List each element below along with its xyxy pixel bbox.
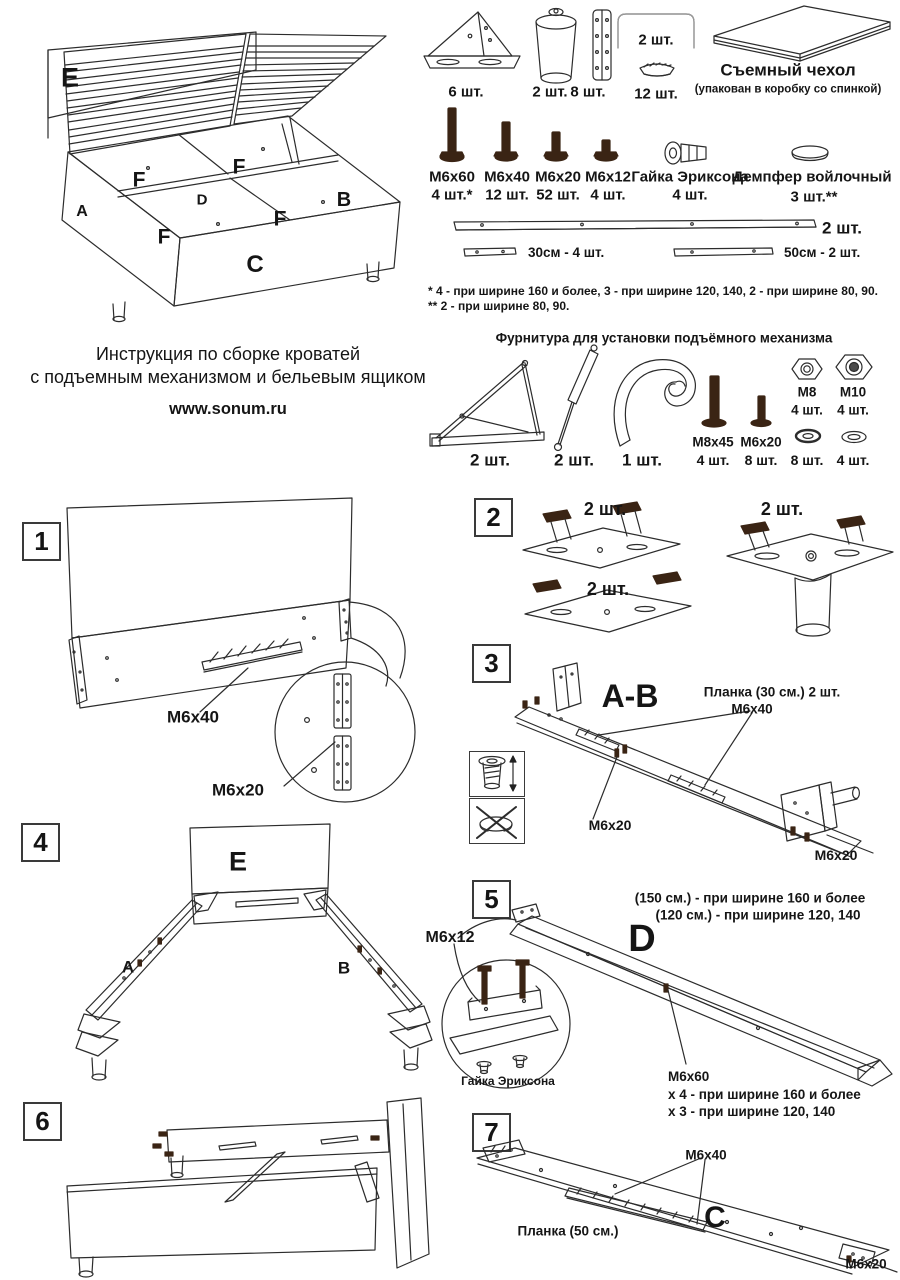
step3-m6x20-left-label: M6x20 — [588, 817, 632, 833]
felt-damper-qty: 3 шт.** — [790, 188, 838, 206]
overview-label-front-panel: C — [246, 251, 264, 278]
bolt-m8x45-icon — [696, 372, 732, 430]
leg-qty: 2 шт. — [532, 83, 568, 101]
step5-x3-note: х 3 - при ширине 120, 140 — [668, 1104, 836, 1119]
strap-qty: 1 шт. — [622, 450, 662, 470]
erickson-nut-label: Гайка Эриксона — [631, 168, 749, 186]
washer-4-qty: 4 шт. — [836, 452, 870, 468]
nut-m10-label: М10 — [839, 384, 867, 400]
felt-damper-label: Демпфер войлочный — [732, 168, 892, 186]
plank50-label: 50см - 2 шт. — [784, 245, 861, 260]
step5-x4-note: х 4 - при ширине 160 и более — [668, 1087, 861, 1102]
bolt-m6x20-icon — [744, 392, 778, 430]
step6-drawing — [55, 1096, 447, 1280]
do-not-hint-box — [469, 798, 525, 844]
step-4-badge — [21, 823, 60, 862]
screw-m6x40-icon — [486, 120, 526, 164]
corner-bracket-qty: 6 шт. — [448, 83, 484, 101]
step7-plank-label: Планка (50 см.) — [517, 1223, 619, 1239]
screw-m6x20-icon — [536, 130, 576, 164]
washer-8-icon — [794, 428, 822, 444]
step5-m6x60-label: M6x60 — [668, 1069, 710, 1084]
screw-m6x60-label: M6x60 — [429, 168, 475, 186]
erickson-nut-icon — [662, 140, 714, 166]
overview-label-bottom-panel-4: F — [273, 207, 287, 231]
lift-mechanism-icon — [428, 348, 550, 448]
plank30-icon — [462, 246, 520, 260]
screw-m6x20-label: M6x20 — [535, 168, 581, 186]
step3-plank-label: Планка (30 см.) 2 шт. — [703, 684, 841, 700]
step5-m6x12-label: M6x12 — [425, 929, 475, 946]
lift-mech-qty: 2 шт. — [470, 450, 510, 470]
step7-m6x20-label: M6x20 — [845, 1256, 887, 1272]
nut-m8-label: М8 — [797, 384, 817, 400]
step4-b-label: B — [337, 958, 351, 978]
step2-qty-1: 2 шт. — [583, 499, 627, 519]
screw-m6x12-icon — [586, 138, 626, 164]
screw-m6x40-qty: 12 шт. — [485, 186, 529, 204]
step5-d-label: D — [628, 918, 656, 960]
step2-drawing — [495, 492, 900, 654]
step3-drawing — [465, 643, 900, 880]
step5-width120-note: (120 см.) - при ширине 120, 140 — [655, 907, 861, 923]
step4-drawing — [58, 818, 453, 1090]
step-1-number: 1 — [34, 526, 49, 556]
step7-m6x40-label: M6x40 — [685, 1147, 727, 1163]
overview-label-side-left: A — [76, 203, 88, 220]
step-7-number: 7 — [484, 1117, 499, 1147]
step3-ab-label: А-В — [601, 678, 659, 714]
overview-label-bottom-panel-3: F — [157, 225, 171, 249]
overview-label-bottom-panel-1: F — [132, 168, 146, 192]
overview-label-divider: D — [196, 191, 208, 209]
step-6-number: 6 — [35, 1106, 50, 1136]
do-not-hint-icon — [470, 799, 524, 843]
step5-erickson-nut-label: Гайка Эриксона — [461, 1074, 555, 1088]
corner-bracket-icon — [424, 6, 524, 78]
screw-m6x20-qty: 52 шт. — [536, 186, 580, 204]
u-bracket-qty: 2 шт. — [638, 31, 674, 49]
step-2-number: 2 — [486, 502, 501, 532]
long-plank-icon — [452, 218, 820, 234]
website-url: www.sonum.ru — [169, 399, 287, 418]
step4-a-label: A — [121, 957, 135, 977]
step1-drawing — [52, 490, 452, 815]
step7-drawing — [465, 1128, 900, 1280]
slat-holder-qty: 12 шт. — [634, 85, 678, 103]
gas-strut-icon — [550, 342, 602, 454]
step7-c-label: C — [704, 1201, 726, 1234]
washer-4-icon — [840, 430, 868, 444]
step2-qty-2: 2 шт. — [760, 499, 804, 519]
cover-title: Съемный чехол — [720, 60, 856, 80]
doc-title-line2: с подъемным механизмом и бельевым ящиком — [30, 367, 426, 387]
step1-m6x20-label: M6x20 — [212, 780, 264, 800]
cover-icon — [708, 2, 896, 62]
step3-m6x40-label: M6x40 — [731, 701, 773, 717]
footnote-2: ** 2 - при ширине 80, 90. — [428, 299, 570, 313]
bolt-m8x45-qty: 4 шт. — [696, 452, 730, 468]
cover-subtitle: (упакован в коробку со спинкой) — [694, 83, 882, 96]
screw-m6x60-icon — [432, 106, 472, 164]
erickson-nut-qty: 4 шт. — [672, 186, 708, 204]
nut-m8-qty: 4 шт. — [791, 402, 823, 418]
screw-m6x12-qty: 4 шт. — [590, 186, 626, 204]
footnote-1: * 4 - при ширине 160 и более, 3 - при ширине 120, 140, 2 - при ширине 80, 90. — [428, 284, 878, 298]
washer-8-qty: 8 шт. — [790, 452, 824, 468]
step3-m6x20-right-label: M6x20 — [814, 847, 858, 863]
leg-icon — [528, 2, 584, 90]
bolt-m8x45-label: M8x45 — [692, 434, 734, 450]
step-4-number: 4 — [33, 827, 48, 857]
step-3-number: 3 — [484, 648, 499, 678]
step-5-number: 5 — [484, 884, 499, 914]
nut-m8-icon — [790, 356, 824, 382]
strap-icon — [606, 356, 698, 448]
step5-width160-note: (150 см.) - при ширине 160 и более — [634, 890, 866, 906]
gas-strut-qty: 2 шт. — [554, 450, 594, 470]
slat-holder-icon — [634, 58, 680, 80]
lift-section-title: Фурнитура для установки подъёмного механизма — [495, 330, 833, 346]
screw-m6x60-qty: 4 шт.* — [431, 186, 473, 204]
step4-e-label: E — [228, 846, 248, 877]
doc-title-line1: Инструкция по сборке кроватей — [95, 344, 361, 364]
nut-depth-hint-icon — [470, 752, 524, 796]
step2-qty-3: 2 шт. — [586, 579, 630, 599]
long-plank-qty: 2 шт. — [822, 218, 862, 238]
step1-m6x40-label: M6x40 — [167, 707, 219, 727]
screw-m6x40-label: M6x40 — [484, 168, 530, 186]
plank30-label: 30см - 4 шт. — [528, 245, 605, 260]
nut-depth-hint-box — [469, 751, 525, 797]
bed-overview-drawing — [18, 6, 418, 336]
overview-label-side-right: B — [336, 189, 352, 211]
overview-label-headboard: E — [60, 62, 80, 93]
flat-plate-qty: 8 шт. — [570, 83, 606, 101]
plank50-icon — [672, 246, 776, 260]
bolt-m6x20-qty: 8 шт. — [744, 452, 778, 468]
nut-m10-qty: 4 шт. — [837, 402, 869, 418]
screw-m6x12-label: M6x12 — [585, 168, 631, 186]
felt-damper-icon — [788, 142, 834, 164]
nut-m10-icon — [834, 352, 874, 382]
bolt-m6x20-label: M6x20 — [740, 434, 782, 450]
overview-label-bottom-panel-2: F — [232, 155, 246, 179]
